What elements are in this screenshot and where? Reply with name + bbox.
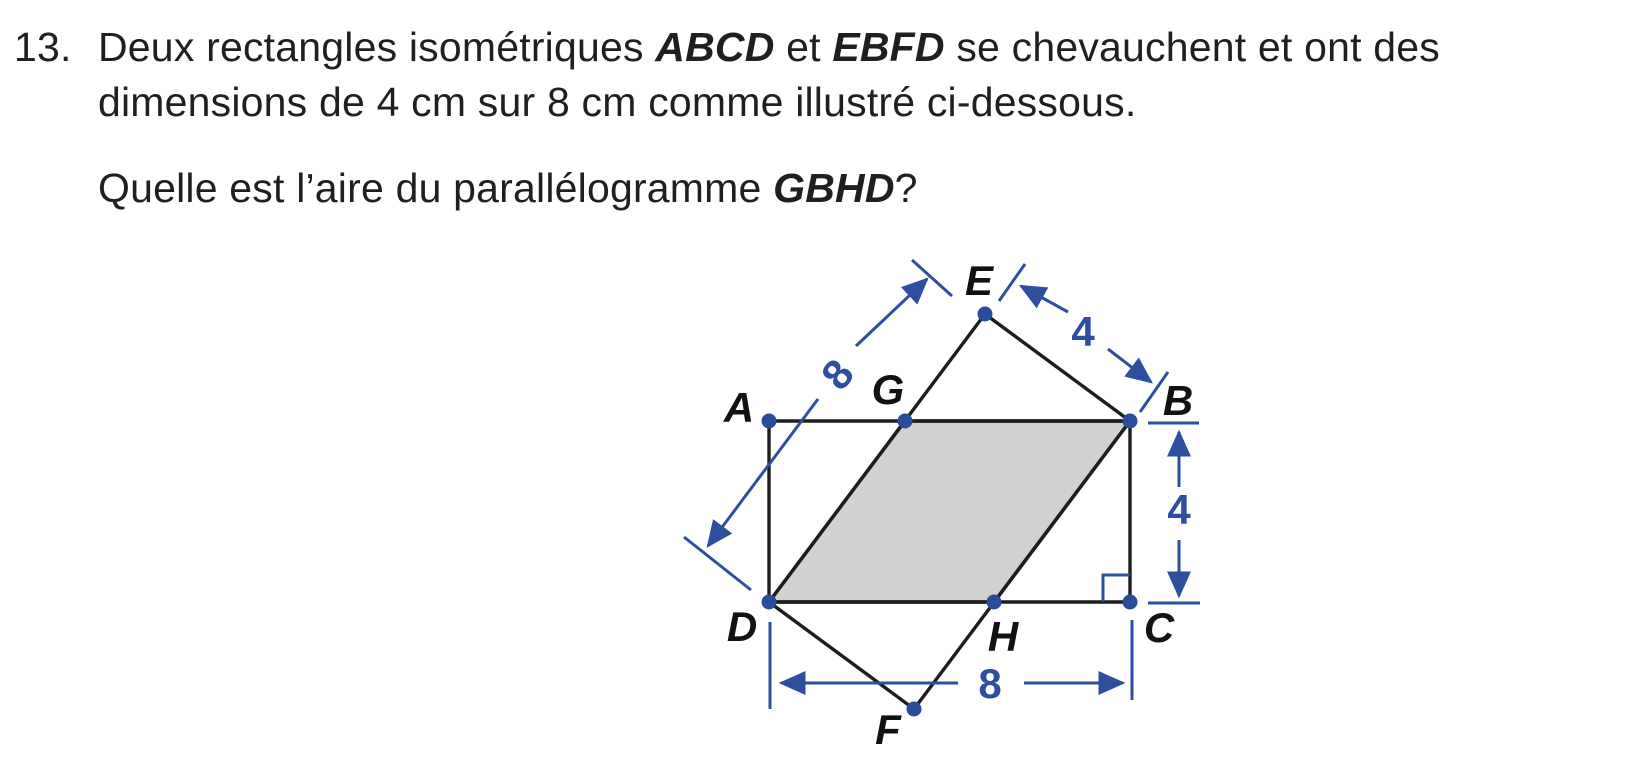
point-a-dot bbox=[762, 414, 777, 429]
point-b-dot bbox=[1123, 414, 1138, 429]
point-h-label: H bbox=[987, 613, 1019, 660]
dimension-bc-4 bbox=[1148, 423, 1200, 603]
dim-eb-arrow-left bbox=[1021, 286, 1068, 312]
point-c-label: C bbox=[1143, 604, 1175, 651]
rect-name-ebfd: EBFD bbox=[832, 24, 945, 70]
point-d-label: D bbox=[726, 603, 758, 650]
point-b-label: B bbox=[1162, 377, 1194, 424]
dim-eb-tick-left bbox=[999, 264, 1025, 301]
question-post: ? bbox=[894, 165, 918, 211]
problem-number: 13. bbox=[14, 24, 72, 70]
point-g-label: G bbox=[871, 366, 905, 413]
question-pre: Quelle est l’aire du parallélogramme bbox=[98, 165, 774, 211]
line1-post: se chevauchent et ont des bbox=[944, 24, 1440, 70]
point-f-label: F bbox=[875, 706, 901, 753]
point-h-dot bbox=[987, 595, 1002, 610]
dim-de-tick-upper bbox=[912, 260, 952, 296]
dim-de-value: 8 bbox=[811, 350, 863, 399]
dim-de-arrow-upper bbox=[856, 279, 927, 346]
point-e-label: E bbox=[964, 257, 994, 304]
dim-eb-value: 4 bbox=[1071, 308, 1095, 355]
line1-pre: Deux rectangles isométriques bbox=[98, 24, 656, 70]
parallelogram-gbhd bbox=[769, 421, 1130, 602]
dim-bc-value: 4 bbox=[1167, 486, 1191, 533]
point-c-dot bbox=[1123, 595, 1138, 610]
line1-mid: et bbox=[774, 24, 833, 70]
dim-de-tick-lower bbox=[684, 537, 751, 590]
point-f-dot bbox=[907, 702, 922, 717]
point-g-dot bbox=[898, 414, 913, 429]
dimension-eb-4 bbox=[999, 264, 1168, 412]
rect-name-abcd: ABCD bbox=[655, 24, 775, 70]
point-a-label: A bbox=[723, 384, 755, 431]
problem-line-2: dimensions de 4 cm sur 8 cm comme illustré ci-dessous. bbox=[98, 79, 1137, 125]
dim-eb-arrow-right bbox=[1108, 349, 1151, 382]
parallelogram-name-gbhd: GBHD bbox=[773, 165, 895, 211]
dimension-dc-8 bbox=[770, 620, 1132, 709]
point-d-dot bbox=[762, 595, 777, 610]
dim-dc-value: 8 bbox=[978, 660, 1002, 707]
point-e-dot bbox=[978, 307, 993, 322]
